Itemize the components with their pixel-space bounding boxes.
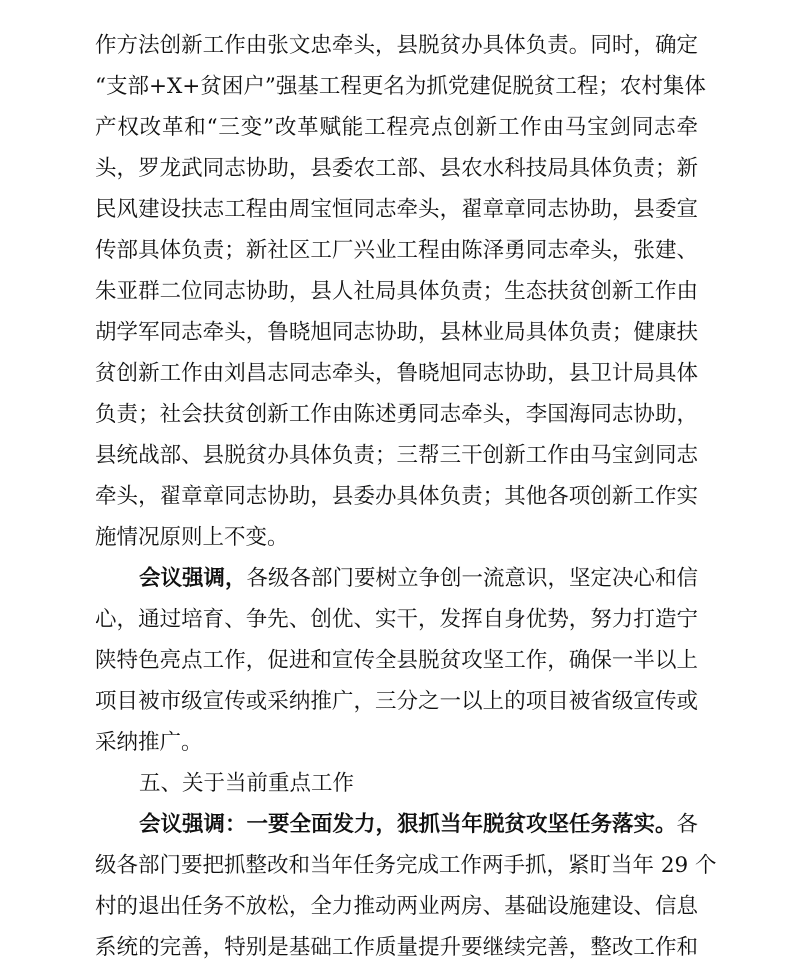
text-line: 贫创新工作由刘昌志同志牵头，鲁晓旭同志协助，县卫计局具体 [95,361,698,386]
text-line: 负责；社会扶贫创新工作由陈述勇同志牵头，李国海同志协助， [95,402,698,427]
text-line: 朱亚群二位同志协助，县人社局具体负责；生态扶贫创新工作由 [95,279,698,304]
text-line: 系统的完善，特别是基础工作质量提升要继续完善，整改工作和 [95,935,698,960]
text-line: 作方法创新工作由张文忠牵头，县脱贫办具体负责。同时，确定 [95,33,698,58]
section-heading: 五、关于当前重点工作 [139,771,355,796]
text-run: 各级各部门要树立争创一流意识，坚定决心和信 [246,566,699,591]
text-line: 级各部门要把抓整改和当年任务完成工作两手抓，紧盯当年 29 个 [95,853,717,878]
text-line: 施情况原则上不变。 [95,525,289,550]
text-line: 牵头，翟章章同志协助，县委办具体负责；其他各项创新工作实 [95,484,698,509]
emphasis-lead: 会议强调， [139,566,247,591]
text-line: 胡学军同志牵头，鲁晓旭同志协助，县林业局具体负责；健康扶 [95,320,698,345]
text-line: 陕特色亮点工作，促进和宣传全县脱贫攻坚工作，确保一半以上 [95,648,698,673]
text-line: 传部具体负责；新社区工厂兴业工程由陈泽勇同志牵头，张建、 [95,238,698,263]
text-run: 各 [676,812,699,837]
paragraph-first-line [139,810,698,840]
text-line: 心，通过培育、争先、创优、实干，发挥自身优势，努力打造宁 [95,607,698,632]
text-line: 县统战部、县脱贫办具体负责；三帮三干创新工作由马宝剑同志 [95,443,698,468]
text-line: 项目被市级宣传或采纳推广，三分之一以上的项目被省级宣传或 [95,689,698,714]
text-line: “支部+X+贫困户”强基工程更名为抓党建促脱贫工程；农村集体 [95,74,706,99]
text-line: 头，罗龙武同志协助，县委农工部、县农水科技局具体负责；新 [95,156,698,181]
text-line: 民风建设扶志工程由周宝恒同志牵头，翟章章同志协助，县委宣 [95,197,698,222]
emphasis-lead: 会议强调：一要全面发力，狠抓当年脱贫攻坚任务落实。 [139,812,677,837]
text-line: 产权改革和“三变”改革赋能工程亮点创新工作由马宝剑同志牵 [95,115,698,140]
text-line: 村的退出任务不放松，全力推动两业两房、基础设施建设、信息 [95,894,698,919]
text-line: 采纳推广。 [95,730,203,755]
paragraph-first-line [139,564,698,594]
